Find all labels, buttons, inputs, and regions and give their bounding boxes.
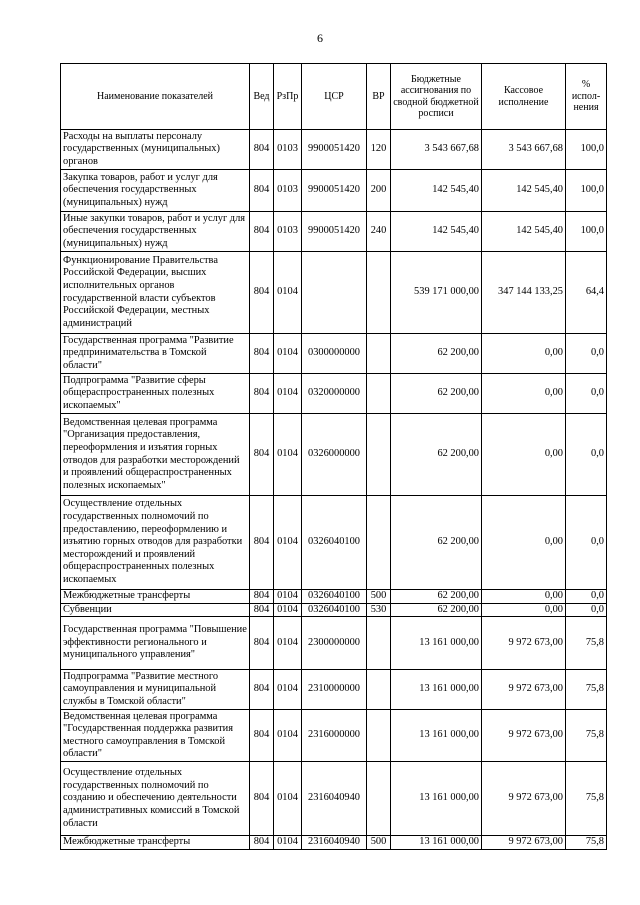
row-ved-cell: 804: [250, 414, 274, 496]
table-row: [61, 252, 607, 334]
table-row: [61, 670, 607, 710]
row-csr-cell: 9900051420: [302, 130, 367, 170]
row-vr-cell: [367, 252, 391, 334]
row-percent-cell: 0,0: [566, 374, 607, 414]
row-name-cell: Субвенции: [61, 603, 250, 617]
table-row: [61, 710, 607, 762]
row-rzpr-cell: 0104: [274, 374, 302, 414]
row-allocation-cell: 62 200,00: [391, 603, 482, 617]
row-vr-cell: [367, 374, 391, 414]
table-row: [61, 374, 607, 414]
row-ved-cell: 804: [250, 252, 274, 334]
row-csr-cell: 2316000000: [302, 710, 367, 762]
row-allocation-cell: 142 545,40: [391, 170, 482, 212]
row-percent-cell: 0,0: [566, 590, 607, 604]
header-vr: ВР: [367, 64, 391, 130]
row-percent-cell: 0,0: [566, 603, 607, 617]
row-ved-cell: 804: [250, 374, 274, 414]
row-vr-cell: 500: [367, 590, 391, 604]
row-vr-cell: [367, 670, 391, 710]
row-rzpr-cell: 0104: [274, 710, 302, 762]
row-vr-cell: [367, 710, 391, 762]
row-name-cell: Подпрограмма "Развитие местного самоуправления и муниципальной службы в Томской области": [61, 670, 250, 710]
row-csr-cell: [302, 252, 367, 334]
row-vr-cell: 530: [367, 603, 391, 617]
row-cash-cell: 142 545,40: [482, 170, 566, 212]
row-csr-cell: 2300000000: [302, 617, 367, 670]
row-cash-cell: 9 972 673,00: [482, 617, 566, 670]
row-rzpr-cell: 0104: [274, 836, 302, 850]
row-percent-cell: 75,8: [566, 670, 607, 710]
row-rzpr-cell: 0104: [274, 670, 302, 710]
row-csr-cell: 2316040940: [302, 762, 367, 836]
table-header-row: [61, 64, 607, 130]
row-percent-cell: 75,8: [566, 836, 607, 850]
row-name-cell: Расходы на выплаты персоналу государственных (муниципальных) органов: [61, 130, 250, 170]
row-allocation-cell: 13 161 000,00: [391, 670, 482, 710]
row-rzpr-cell: 0104: [274, 590, 302, 604]
row-percent-cell: 0,0: [566, 496, 607, 590]
row-percent-cell: 64,4: [566, 252, 607, 334]
row-percent-cell: 75,8: [566, 762, 607, 836]
row-rzpr-cell: 0104: [274, 414, 302, 496]
row-ved-cell: 804: [250, 212, 274, 252]
row-csr-cell: 9900051420: [302, 170, 367, 212]
page-number: 6: [317, 31, 323, 45]
row-ved-cell: 804: [250, 590, 274, 604]
row-name-cell: Закупка товаров, работ и услуг для обеспечения государственных (муниципальных) нужд: [61, 170, 250, 212]
row-name-cell: Осуществление отдельных государственных полномочий по созданию и обеспечению деятельности административных комиссий в Томской области: [61, 762, 250, 836]
row-name-cell: Иные закупки товаров, работ и услуг для обеспечения государственных (муниципальных) нужд: [61, 212, 250, 252]
table-body: [61, 130, 607, 850]
row-cash-cell: 3 543 667,68: [482, 130, 566, 170]
table-row: [61, 762, 607, 836]
row-percent-cell: 100,0: [566, 130, 607, 170]
row-name-cell: Ведомственная целевая программа "Организация предоставления, переоформления и изъятия горных отводов для разработки месторождений и проявлений общераспространенных полезных ископаемых": [61, 414, 250, 496]
row-cash-cell: 9 972 673,00: [482, 670, 566, 710]
row-name-cell: Государственная программа "Повышение эффективности регионального и муниципального управления": [61, 617, 250, 670]
table-row: [61, 496, 607, 590]
table-row: [61, 836, 607, 850]
row-allocation-cell: 62 200,00: [391, 496, 482, 590]
row-allocation-cell: 62 200,00: [391, 414, 482, 496]
row-allocation-cell: 13 161 000,00: [391, 836, 482, 850]
row-cash-cell: 9 972 673,00: [482, 836, 566, 850]
row-ved-cell: 804: [250, 836, 274, 850]
row-rzpr-cell: 0103: [274, 212, 302, 252]
row-ved-cell: 804: [250, 670, 274, 710]
row-name-cell: Межбюджетные трансферты: [61, 836, 250, 850]
row-cash-cell: 0,00: [482, 414, 566, 496]
header-allocations: Бюджетные ассигнования по сводной бюджетной росписи: [391, 64, 482, 130]
table-row: [61, 130, 607, 170]
row-ved-cell: 804: [250, 710, 274, 762]
row-ved-cell: 804: [250, 617, 274, 670]
header-csr: ЦСР: [302, 64, 367, 130]
row-cash-cell: 0,00: [482, 603, 566, 617]
row-rzpr-cell: 0104: [274, 762, 302, 836]
table-row: [61, 334, 607, 374]
row-name-cell: Подпрограмма "Развитие сферы общераспространенных полезных ископаемых": [61, 374, 250, 414]
row-ved-cell: 804: [250, 334, 274, 374]
row-vr-cell: 500: [367, 836, 391, 850]
row-percent-cell: 0,0: [566, 334, 607, 374]
row-name-cell: Функционирование Правительства Российской Федерации, высших исполнительных органов государственной власти субъектов Российской Федерации, местных администраций: [61, 252, 250, 334]
row-cash-cell: 347 144 133,25: [482, 252, 566, 334]
row-vr-cell: [367, 334, 391, 374]
header-name: Наименование показателей: [61, 64, 250, 130]
row-cash-cell: 0,00: [482, 374, 566, 414]
row-cash-cell: 0,00: [482, 496, 566, 590]
table-row: [61, 617, 607, 670]
row-ved-cell: 804: [250, 170, 274, 212]
row-percent-cell: 75,8: [566, 710, 607, 762]
row-cash-cell: 142 545,40: [482, 212, 566, 252]
header-ved: Вед: [250, 64, 274, 130]
row-vr-cell: 240: [367, 212, 391, 252]
row-cash-cell: 9 972 673,00: [482, 762, 566, 836]
row-csr-cell: 0326040100: [302, 590, 367, 604]
row-cash-cell: 0,00: [482, 590, 566, 604]
row-csr-cell: 0326040100: [302, 496, 367, 590]
header-execution-percent: % испол-нения: [566, 64, 607, 130]
row-allocation-cell: 13 161 000,00: [391, 762, 482, 836]
row-vr-cell: [367, 617, 391, 670]
row-cash-cell: 9 972 673,00: [482, 710, 566, 762]
row-percent-cell: 100,0: [566, 212, 607, 252]
row-rzpr-cell: 0104: [274, 603, 302, 617]
row-csr-cell: 2310000000: [302, 670, 367, 710]
row-vr-cell: 120: [367, 130, 391, 170]
row-csr-cell: 2316040940: [302, 836, 367, 850]
row-name-cell: Межбюджетные трансферты: [61, 590, 250, 604]
row-rzpr-cell: 0103: [274, 130, 302, 170]
row-csr-cell: 9900051420: [302, 212, 367, 252]
row-allocation-cell: 539 171 000,00: [391, 252, 482, 334]
row-ved-cell: 804: [250, 603, 274, 617]
table-row: [61, 590, 607, 604]
row-allocation-cell: 13 161 000,00: [391, 617, 482, 670]
row-vr-cell: [367, 496, 391, 590]
row-vr-cell: [367, 414, 391, 496]
row-ved-cell: 804: [250, 762, 274, 836]
row-name-cell: Осуществление отдельных государственных полномочий по предоставлению, переоформлению и изъятию горных отводов для разработки месторождений и проявлений общераспространенных полезных ископаемых: [61, 496, 250, 590]
row-csr-cell: 0320000000: [302, 374, 367, 414]
row-rzpr-cell: 0104: [274, 496, 302, 590]
row-rzpr-cell: 0103: [274, 170, 302, 212]
row-csr-cell: 0300000000: [302, 334, 367, 374]
row-percent-cell: 100,0: [566, 170, 607, 212]
row-name-cell: Государственная программа "Развитие предпринимательства в Томской области": [61, 334, 250, 374]
header-rzpr: РзПр: [274, 64, 302, 130]
row-name-cell: Ведомственная целевая программа "Государственная поддержка развития местного самоуправления в Томской области": [61, 710, 250, 762]
row-vr-cell: 200: [367, 170, 391, 212]
table-row: [61, 414, 607, 496]
row-allocation-cell: 62 200,00: [391, 334, 482, 374]
row-ved-cell: 804: [250, 130, 274, 170]
row-percent-cell: 75,8: [566, 617, 607, 670]
table-row: [61, 170, 607, 212]
row-rzpr-cell: 0104: [274, 334, 302, 374]
row-rzpr-cell: 0104: [274, 617, 302, 670]
row-allocation-cell: 3 543 667,68: [391, 130, 482, 170]
row-csr-cell: 0326000000: [302, 414, 367, 496]
row-csr-cell: 0326040100: [302, 603, 367, 617]
row-cash-cell: 0,00: [482, 334, 566, 374]
row-allocation-cell: 62 200,00: [391, 590, 482, 604]
row-ved-cell: 804: [250, 496, 274, 590]
header-cash-execution: Кассовое исполнение: [482, 64, 566, 130]
row-vr-cell: [367, 762, 391, 836]
table-row: [61, 603, 607, 617]
row-allocation-cell: 13 161 000,00: [391, 710, 482, 762]
row-rzpr-cell: 0104: [274, 252, 302, 334]
row-percent-cell: 0,0: [566, 414, 607, 496]
row-allocation-cell: 62 200,00: [391, 374, 482, 414]
table-row: [61, 212, 607, 252]
row-allocation-cell: 142 545,40: [391, 212, 482, 252]
budget-execution-table: [60, 63, 607, 850]
